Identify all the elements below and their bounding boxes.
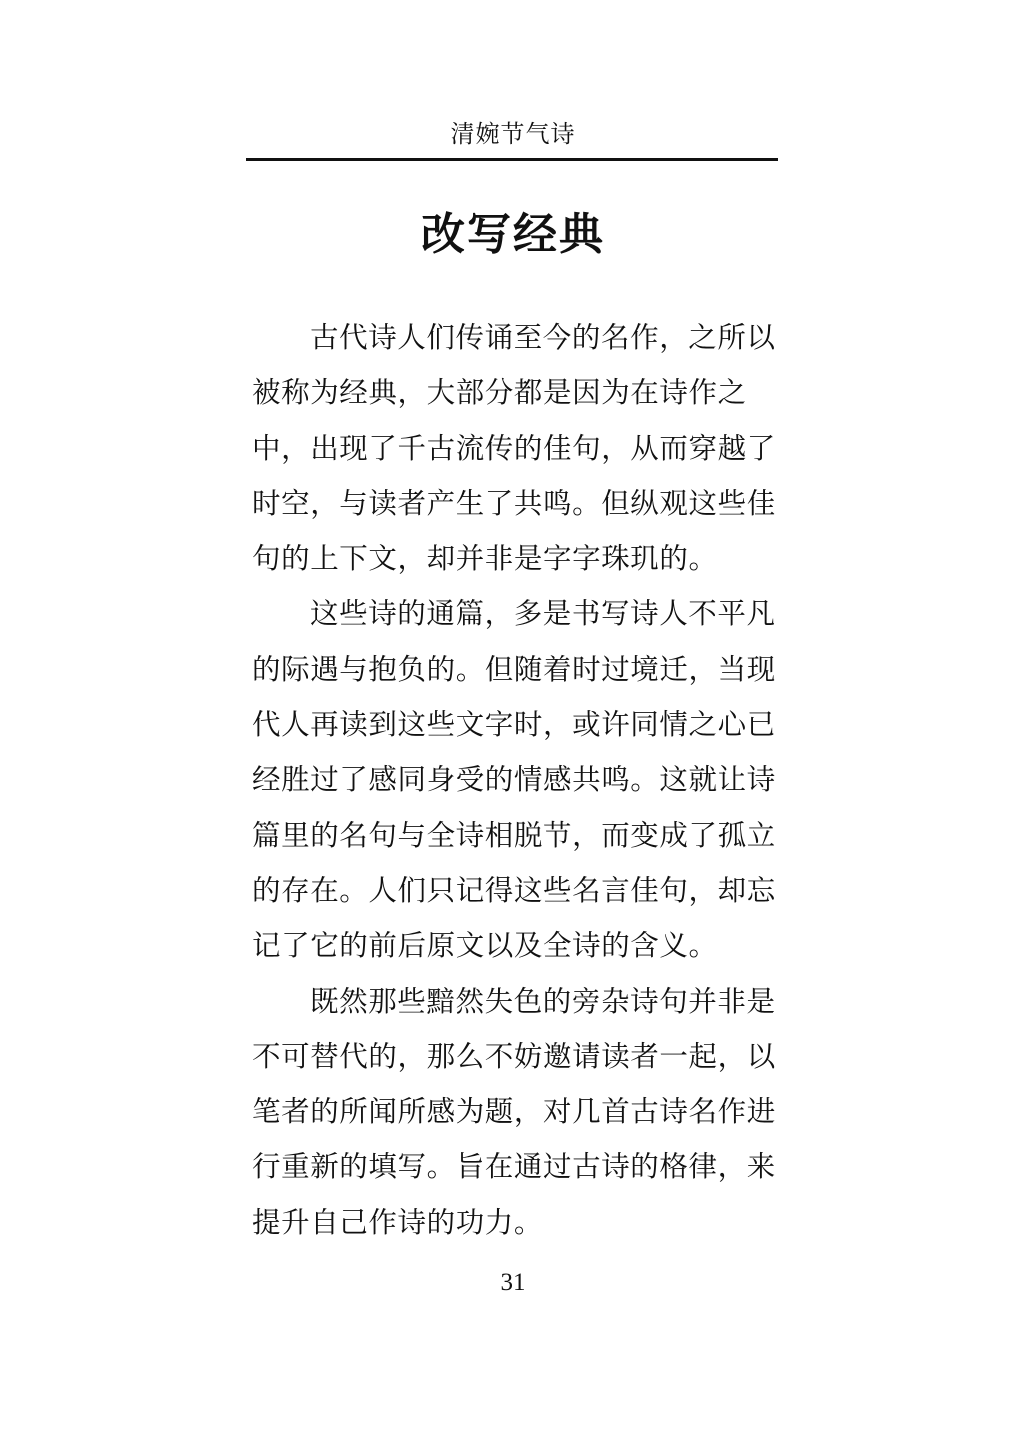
paragraph-3: 既然那些黯然失色的旁杂诗句并非是不可替代的，那么不妨邀请读者一起，以笔者的所闻所感为题，对几首古诗名作进行重新的填写。旨在通过古诗的格律，来提升自己作诗的功力。 (252, 984, 776, 1239)
paragraph-2: 这些诗的通篇，多是书写诗人不平凡的际遇与抱负的。但随着时过境迁，当现代人再读到这些文字时，或许同情之心已经胜过了感同身受的情感共鸣。这就让诗篇里的名句与全诗相脱节，而变成了孤立的存在。人们只记得这些名言佳句，却忘记了它的前后原文以及全诗的含义。 (252, 597, 776, 963)
chapter-title: 改写经典 (421, 209, 605, 260)
paragraph-1: 古代诗人们传诵至今的名作，之所以被称为经典，大部分都是因为在诗作之中，出现了千古流传的佳句，从而穿越了时空，与读者产生了共鸣。但纵观这些佳句的上下文，却并非是字字珠玑的。 (252, 321, 776, 576)
body-text (252, 310, 782, 1250)
running-header-title: 清婉节气诗 (450, 120, 576, 148)
header-rule (246, 158, 778, 161)
page-number: 31 (500, 1269, 526, 1296)
